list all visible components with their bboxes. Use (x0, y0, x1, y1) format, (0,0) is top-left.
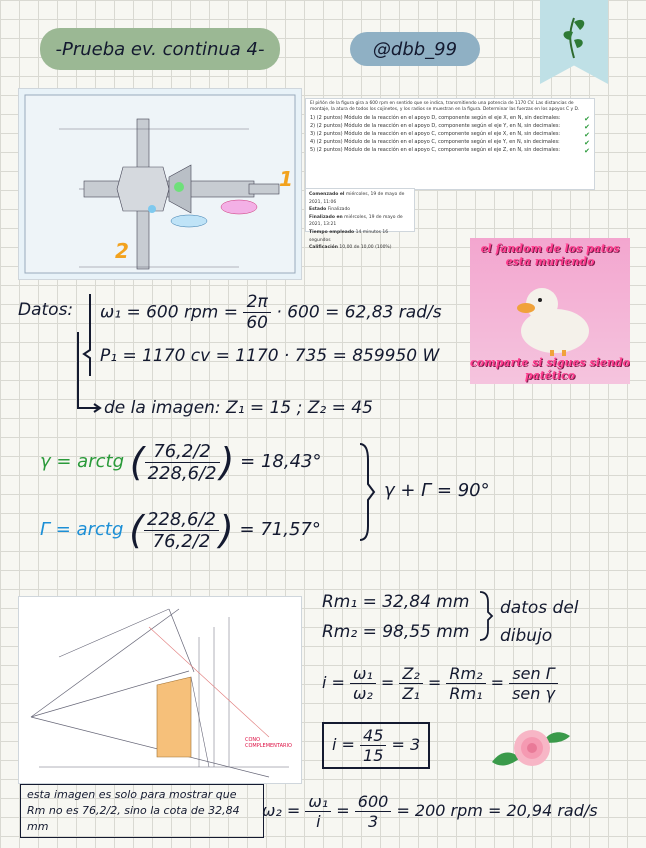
gamma-equation: γ = arctg ( $\frac{76,2/2}{228,6/2}$ ) = 18,43° (40, 440, 322, 484)
cone-drawing-svg (19, 597, 301, 783)
duck-illustration (510, 276, 600, 356)
radii-brace (478, 590, 494, 642)
rm2-value: Rm₂ = 98,55 mm (322, 622, 470, 642)
summary-row: Tiempo empleado 14 minutos 16 segundos (309, 229, 389, 243)
fraction: $\frac{\text{ω₁}}{\text{ω₂}}$ (350, 664, 376, 703)
check-icon: ✔ (584, 147, 590, 156)
ratio-result-box: i = $\frac{45}{15}$ = 3 (322, 722, 430, 769)
shaft-drawing-svg (19, 89, 301, 279)
check-icon: ✔ (584, 131, 590, 140)
angles-brace (356, 440, 376, 544)
quiz-row: 5) (2 puntos) Módulo de la reacción en el apoyo C, componente según el eje Z, en N, sin decimales: ✔ (310, 147, 590, 156)
cone-label: CONO COMPLEMENTARIO (245, 737, 292, 749)
summary-row: Estado Finalizado (309, 207, 351, 213)
duck-meme-sticker (470, 238, 630, 384)
quiz-intro: El piñón de la figura gira a 600 rpm en sentido que se indica, transmitiendo una potencia de 1170 CV. Las distancias de montaje, la atura de todos los cojinetes, y los radios se muestran en la figura. Determinar las fuerzas en los apoyos C y D. (310, 101, 580, 112)
ratio-equation: i = $\frac{\text{ω₁}}{\text{ω₂}}$ = $\frac{\text{Z₂}}{\text{Z₁}}$ = $\frac{\text{Rm₂}}{\text{Rm₁}}$ = $\frac{\text{sen Γ}}{\text{sen γ}}$ (322, 664, 558, 703)
angle-sum: γ + Γ = 90° (384, 480, 490, 501)
omega2-equation: ω₂ = $\frac{\text{ω₁}}{i}$ = $\frac{600}{3}$ = 200 rpm = 20,94 rad/s (262, 792, 598, 831)
fraction: $\frac{2\pi}{60}$ (243, 292, 271, 333)
callout-1: 1 (279, 167, 293, 191)
quiz-row: 1) (2 puntos) Módulo de la reacción en el apoyo D, componente según el eje X, en N, sin decimales: ✔ (310, 115, 590, 124)
fraction: $\frac{\text{Rm₂}}{\text{Rm₁}}$ (446, 664, 485, 703)
fraction: $\frac{45}{15}$ (360, 726, 386, 765)
fraction: $\frac{\text{Z₂}}{\text{Z₁}}$ (399, 664, 422, 703)
rose-sticker (486, 718, 576, 774)
quiz-row: 3) (2 puntos) Módulo de la reacción en el apoyo C, componente según el eje X, en N, sin decimales: ✔ (310, 131, 590, 140)
fraction: $\frac{76,2/2}{228,6/2}$ (145, 441, 220, 484)
cone-drawing (18, 596, 302, 784)
author-handle: @dbb_99 (350, 32, 480, 66)
fraction: $\frac{\text{ω₁}}{i}$ (305, 792, 331, 831)
check-icon: ✔ (584, 139, 590, 148)
bottom-note: esta imagen es solo para mostrar que Rm no es 76,2/2, sino la cota de 32,84 mm (20, 784, 264, 838)
summary-row: Comenzado el miércoles, 19 de mayo de 2021, 11:06 (309, 192, 405, 205)
fraction: $\frac{228,6/2}{76,2/2}$ (144, 509, 219, 552)
Gamma-equation: Γ = arctg ( $\frac{228,6/2}{76,2/2}$ ) = 71,57° (40, 508, 321, 552)
meme-top-text: el fandom de los patos esta muriendo (480, 242, 620, 268)
radii-note: datos del dibujo (500, 598, 579, 646)
leaf-icon (540, 0, 608, 70)
rm1-value: Rm₁ = 32,84 mm (322, 592, 470, 612)
fraction: $\frac{600}{3}$ (355, 792, 392, 831)
quiz-summary (305, 188, 415, 251)
quiz-row: 4) (2 puntos) Módulo de la reacción en el apoyo C, componente según el eje Y, en N, sin decimales: ✔ (310, 139, 590, 148)
meme-bottom-text: comparte si sigues siendo patético (470, 356, 630, 382)
summary-row: Finalizado en miércoles, 19 de mayo de 2021, 13:21 (309, 214, 403, 228)
shaft-drawing (18, 88, 302, 280)
teeth-equation: de la imagen: Z₁ = 15 ; Z₂ = 45 (104, 398, 373, 418)
page-title: -Prueba ev. continua 4- (40, 28, 280, 70)
summary-row: Calificación 10,00 de 10,00 (100%) (309, 245, 392, 251)
power-equation: P₁ = 1170 cv = 1170 · 735 = 859950 W (100, 346, 440, 366)
quiz-row: 2) (2 puntos) Módulo de la reacción en el apoyo D, componente según el eje Y, en N, sin decimales: ✔ (310, 123, 590, 132)
quiz-panel (305, 98, 595, 190)
check-icon: ✔ (584, 123, 590, 132)
callout-2: 2 (115, 239, 129, 263)
datos-label: Datos: (18, 300, 74, 320)
fraction: $\frac{\text{sen Γ}}{\text{sen γ}}$ (509, 664, 558, 703)
omega1-equation: ω₁ = 600 rpm = $\frac{2\pi}{60}$ · 600 = 62,83 rad/s (100, 292, 442, 333)
check-icon: ✔ (584, 115, 590, 124)
bookmark-ribbon (540, 0, 608, 84)
